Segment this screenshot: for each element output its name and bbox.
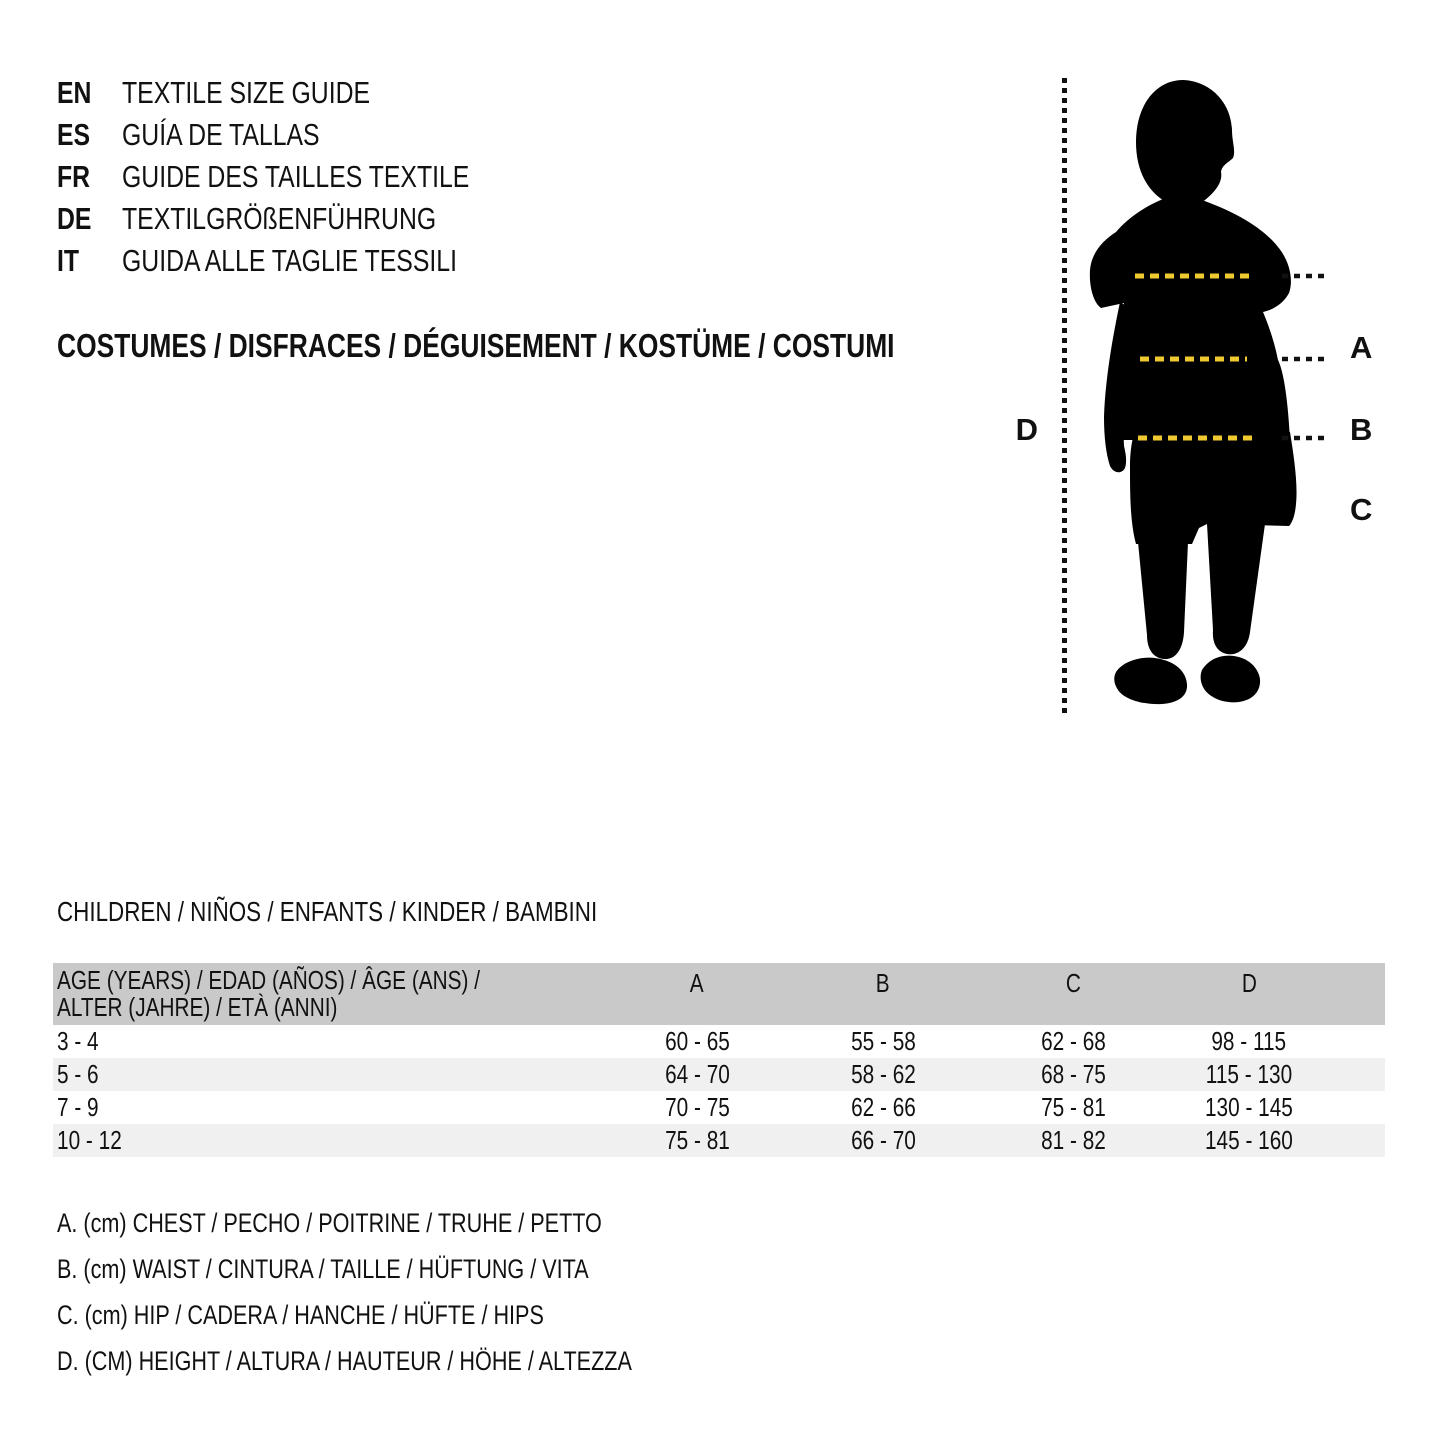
lang-title: GUIDE DES TAILLES TEXTILE [122,159,470,194]
lang-row-fr [57,156,556,198]
waist-cell: 66 - 70 [850,1125,916,1155]
size-table [53,963,1385,1157]
height-measure-line [1062,78,1067,715]
table-row [53,1124,1385,1157]
age-cell: 10 - 12 [57,1125,122,1155]
column-header-d: D [1241,968,1257,998]
lang-title: TEXTILE SIZE GUIDE [122,75,371,110]
lang-title: TEXTILGRÖßENFÜHRUNG [122,201,437,236]
table-row [53,1058,1385,1091]
legend-height: D. (CM) HEIGHT / ALTURA / HAUTEUR / HÖHE / ALTEZZA [57,1345,632,1376]
age-cell: 3 - 4 [57,1026,99,1056]
category-title: COSTUMES / DISFRACES / DÉGUISEMENT / KOSTÜME / COSTUMI [57,327,895,364]
lang-code: ES [57,117,91,152]
child-silhouette-figure [1080,72,1340,722]
hip-cell: 68 - 75 [1040,1059,1106,1089]
height-cell: 130 - 145 [1205,1092,1293,1122]
column-header-a: A [690,968,704,998]
lang-title: GUIDA ALLE TAGLIE TESSILI [122,243,457,278]
height-label: D [1015,412,1038,447]
legend-hip: C. (cm) HIP / CADERA / HANCHE / HÜFTE / HIPS [57,1299,544,1330]
age-cell: 7 - 9 [57,1092,99,1122]
hip-cell: 75 - 81 [1040,1092,1106,1122]
height-cell: 145 - 160 [1205,1125,1293,1155]
waist-label: B [1350,412,1373,447]
hip-label: C [1350,492,1373,527]
legend-waist: B. (cm) WAIST / CINTURA / TAILLE / HÜFTUNG / VITA [57,1253,589,1284]
lang-row-de [57,198,556,240]
lang-row-en [57,72,556,114]
child-silhouette [1090,80,1297,704]
lang-code: FR [57,159,91,194]
lang-title: GUÍA DE TALLAS [122,117,320,152]
lang-code: IT [57,243,80,278]
chest-cell: 70 - 75 [664,1092,730,1122]
waist-cell: 58 - 62 [850,1059,916,1089]
column-header-c: C [1065,968,1081,998]
lang-code: EN [57,75,92,110]
language-title-list [57,72,556,282]
size-table-header [53,963,1385,1025]
chest-cell: 60 - 65 [664,1026,730,1056]
legend-chest: A. (cm) CHEST / PECHO / POITRINE / TRUHE / PETTO [57,1207,602,1238]
waist-cell: 55 - 58 [850,1026,916,1056]
column-header-b: B [876,968,890,998]
chest-cell: 64 - 70 [664,1059,730,1089]
hip-cell: 62 - 68 [1040,1026,1106,1056]
chest-cell: 75 - 81 [664,1125,730,1155]
waist-cell: 62 - 66 [850,1092,916,1122]
hip-cell: 81 - 82 [1040,1125,1106,1155]
table-row [53,1025,1385,1058]
lang-row-es [57,114,556,156]
section-title-children: CHILDREN / NIÑOS / ENFANTS / KINDER / BAMBINI [57,896,598,927]
lang-row-it [57,240,556,282]
lang-code: DE [57,201,92,236]
table-row [53,1091,1385,1124]
height-cell: 115 - 130 [1205,1059,1293,1089]
age-cell: 5 - 6 [57,1059,99,1089]
measurement-legend [57,1200,776,1384]
chest-label: A [1350,330,1373,365]
age-column-header: AGE (YEARS) / EDAD (AÑOS) / ÂGE (ANS) / ALTER (JAHRE) / ETÀ (ANNI) [57,965,480,1022]
height-cell: 98 - 115 [1211,1026,1287,1056]
